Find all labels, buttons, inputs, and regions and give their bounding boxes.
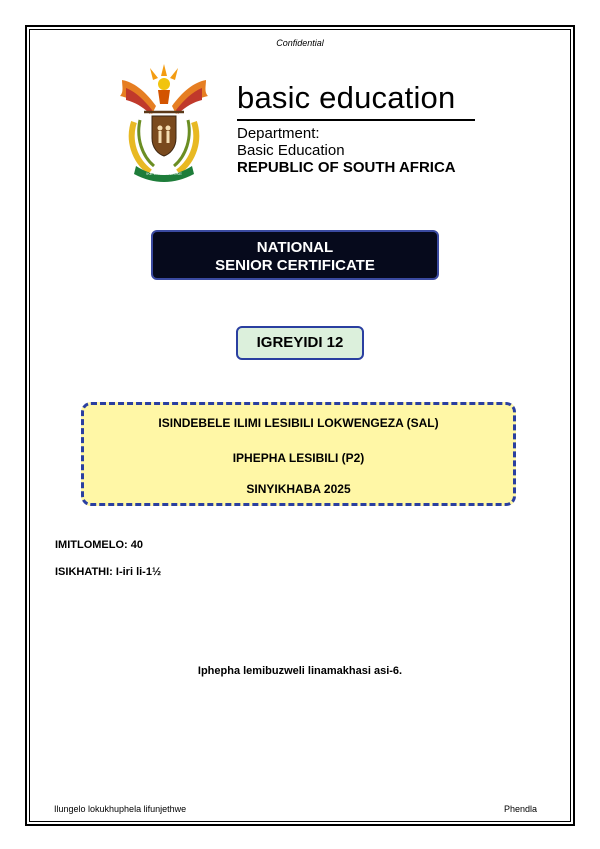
paper-number: IPHEPHA LESIBILI (P2) [232,451,365,465]
copyright-footer: Ilungelo lokukhuphela lifunjethwe [54,804,187,814]
country-name: REPUBLIC OF SOUTH AFRICA [237,159,456,176]
department-block [237,125,456,176]
certificate-banner [151,230,439,280]
turn-over-footer: Phendla [503,804,537,814]
brand-title: basic education [237,80,456,115]
certificate-line-2: SENIOR CERTIFICATE [215,257,375,274]
subject-title: ISINDEBELE ILIMI LESIBILI LOKWENGEZA (SAL) [158,416,439,430]
brand-underline [237,119,475,121]
certificate-line-1: NATIONAL [256,239,334,256]
department-label: Department: [237,125,320,142]
confidential-label: Confidential [276,38,324,48]
marks-label: IMITLOMELO: 40 [55,539,143,551]
subject-panel [81,402,516,506]
exam-session: SINYIKHABA 2025 [246,482,351,496]
grade-badge: IGREYIDI 12 [236,326,364,360]
page-count-note: Iphepha lemibuzweli linamakhasi asi-6. [197,665,403,677]
department-name: Basic Education [237,142,345,159]
time-label: ISIKHATHI: I-iri li-1½ [55,566,162,578]
south-africa-coat-of-arms-icon [114,62,214,186]
crest-motto: !KE E: /XARRA //KE [146,171,182,176]
